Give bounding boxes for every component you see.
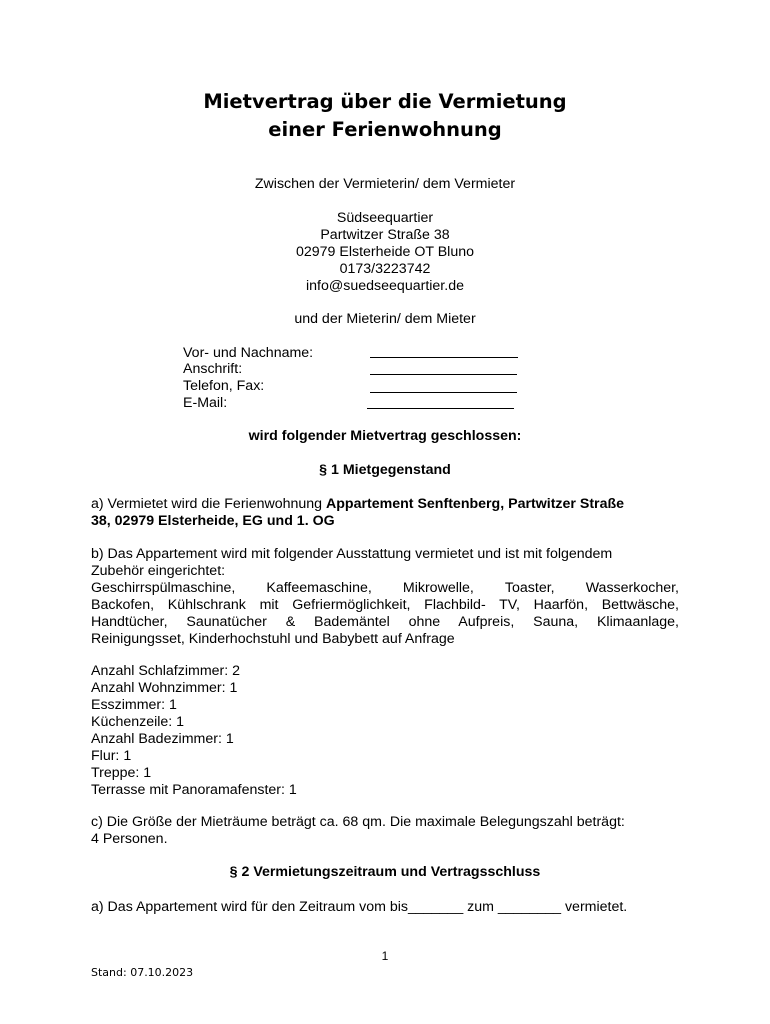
page-number: 1 [381, 949, 389, 963]
document-title [0, 88, 770, 144]
equipment-line-4: Reinigungsset, Kinderhochstuhl und Babybett auf Anfrage [91, 631, 455, 647]
landlord-address [0, 210, 770, 295]
apartment-name: Appartement Senftenberg, Partwitzer Straße [326, 496, 625, 512]
equipment-item: Wasserkocher, [585, 580, 679, 596]
tenant-email-label: E-Mail: [183, 395, 228, 411]
tenant-email-blank[interactable] [367, 408, 514, 409]
room-item: Küchenzeile: 1 [91, 714, 185, 730]
landlord-email: info@suedseequartier.de [306, 278, 464, 294]
room-item: Esszimmer: 1 [91, 697, 177, 713]
section-1-a-line-1 [91, 496, 679, 513]
section-1-b-line-2: Zubehör eingerichtet: [91, 563, 226, 579]
equipment-line-3: Handtücher, Saunatücher & Bademäntel ohne Aufpreis, Sauna, Klimaanlage, [91, 614, 679, 630]
section-1-c-line-2: 4 Personen. [91, 831, 168, 847]
section-2-a: a) Das Appartement wird für den Zeitraum vom bis_______ zum ________ vermietet. [91, 899, 628, 915]
landlord-name: Südseequartier [336, 210, 434, 226]
equipment-item: Geschirrspülmaschine, [91, 580, 236, 596]
tenant-name-blank[interactable] [370, 357, 518, 358]
landlord-intro: Zwischen der Vermieterin/ dem Vermieter [254, 176, 516, 192]
title-line-2: einer Ferienwohnung [268, 118, 502, 141]
section-1-b [91, 546, 679, 648]
tenant-phone-label: Telefon, Fax: [183, 378, 265, 394]
tenant-phone-blank[interactable] [370, 392, 517, 393]
contract-conclusion: wird folgender Mietvertrag geschlossen: [248, 428, 522, 444]
tenant-address-blank[interactable] [370, 374, 517, 375]
tenant-name-label: Vor- und Nachname: [183, 345, 314, 361]
footer-date: Stand: 07.10.2023 [91, 966, 194, 979]
section-1-a-prefix: a) Vermietet wird die Ferienwohnung [91, 496, 323, 512]
section-1-b-line-1: b) Das Appartement wird mit folgender Ausstattung vermietet und ist mit folgendem [91, 546, 613, 562]
landlord-street: Partwitzer Straße 38 [320, 227, 450, 243]
room-item: Anzahl Wohnzimmer: 1 [91, 680, 238, 696]
room-item: Anzahl Badezimmer: 1 [91, 731, 234, 747]
apartment-address: 38, 02979 Elsterheide, EG und 1. OG [91, 513, 335, 529]
equipment-item: Kaffeemaschine, [266, 580, 372, 596]
equipment-item: Toaster, [504, 580, 555, 596]
section-1-c-line-1: c) Die Größe der Mieträume beträgt ca. 68 qm. Die maximale Belegungszahl beträgt: [91, 814, 625, 830]
room-list [91, 663, 679, 799]
landlord-city: 02979 Elsterheide OT Bluno [296, 244, 474, 260]
tenant-intro: und der Mieterin/ dem Mieter [294, 311, 476, 327]
title-line-1: Mietvertrag über die Vermietung [203, 90, 567, 113]
section-2-heading: § 2 Vermietungszeitraum und Vertragsschluss [229, 864, 541, 880]
equipment-line-2: Backofen, Kühlschrank mit Gefriermöglichkeit, Flachbild- TV, Haarfön, Bettwäsche, [91, 597, 679, 613]
room-item: Terrasse mit Panoramafenster: 1 [91, 782, 297, 798]
section-1-c [91, 814, 679, 848]
section-1-heading: § 1 Mietgegenstand [319, 462, 451, 478]
equipment-line-1 [91, 580, 679, 597]
section-1-a [91, 496, 679, 530]
room-item: Flur: 1 [91, 748, 132, 764]
tenant-address-label: Anschrift: [183, 361, 243, 377]
room-item: Anzahl Schlafzimmer: 2 [91, 663, 241, 679]
equipment-item: Mikrowelle, [402, 580, 474, 596]
room-item: Treppe: 1 [91, 765, 152, 781]
landlord-phone: 0173/3223742 [339, 261, 431, 277]
